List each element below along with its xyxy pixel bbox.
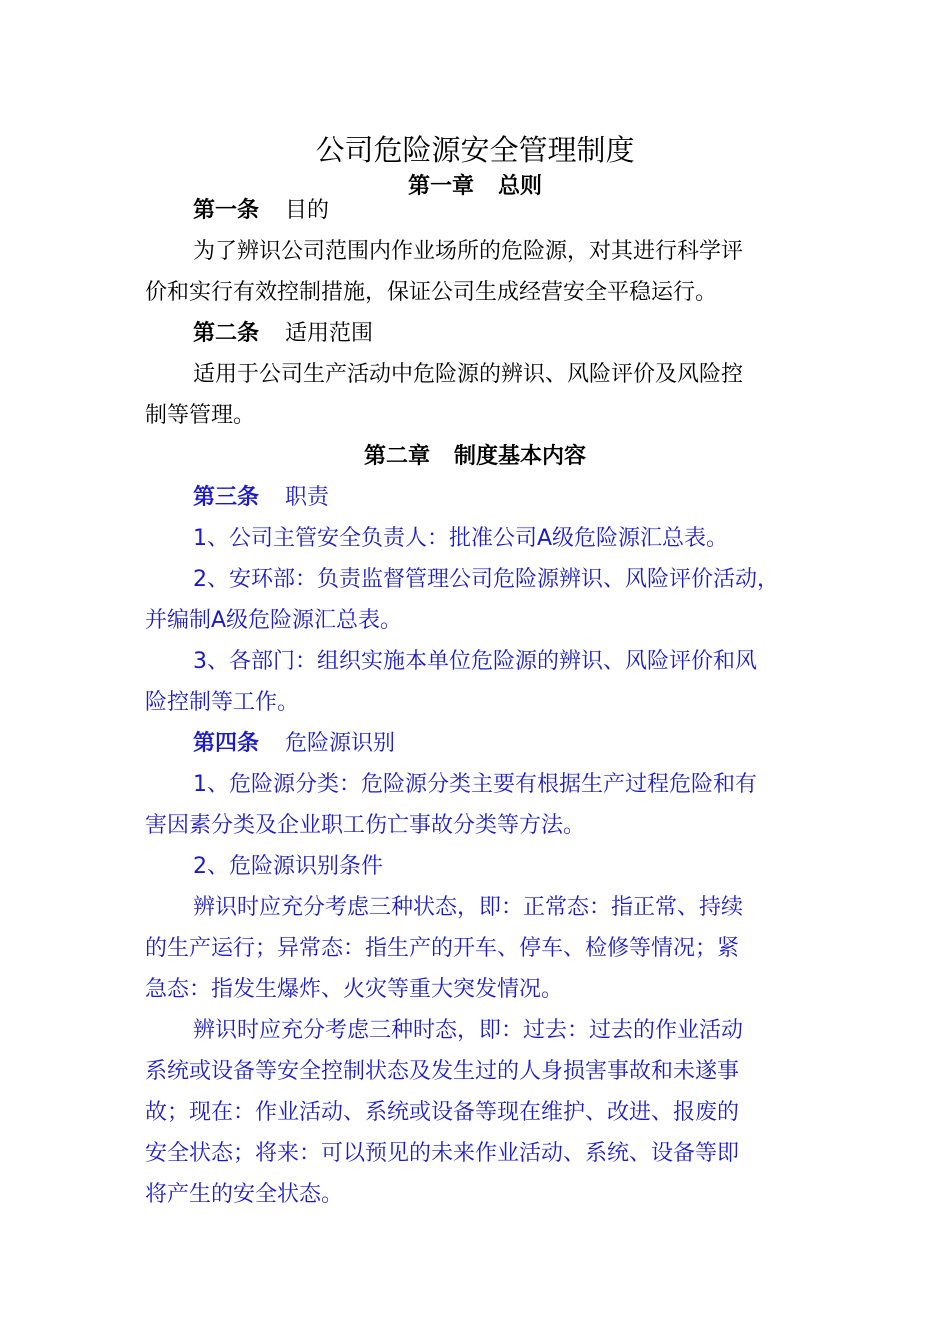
article-4-line: 2、危险源识别条件 — [193, 854, 383, 879]
article-4-line: 系统或设备等安全控制状态及发生过的人身损害事故和未遂事 — [145, 1059, 740, 1084]
article-3-heading — [193, 483, 329, 513]
article-3-name: 职责 — [285, 485, 330, 510]
article-2-name: 适用范围 — [285, 321, 374, 346]
article-4-line: 安全状态；将来：可以预见的未来作业活动、系统、设备等即 — [145, 1141, 740, 1166]
article-4-line: 害因素分类及企业职工伤亡事故分类等方法。 — [145, 813, 586, 838]
article-3-line: 2、安环部：负责监督管理公司危险源辨识、风险评价活动， — [193, 567, 779, 592]
article-1-line: 为了辨识公司范围内作业场所的危险源，对其进行科学评 — [193, 239, 744, 264]
article-4-line: 辨识时应充分考虑三种时态，即：过去：过去的作业活动 — [193, 1018, 744, 1043]
article-3-line: 1、公司主管安全负责人：批准公司A级危险源汇总表。 — [193, 526, 729, 551]
article-1-heading — [193, 196, 329, 226]
article-4-line: 的生产运行；异常态：指生产的开车、停车、检修等情况；紧 — [145, 936, 740, 961]
article-4-name: 危险源识别 — [285, 731, 396, 756]
chapter-1-heading — [0, 172, 950, 202]
chapter-2-heading — [0, 442, 950, 472]
article-4-line: 将产生的安全状态。 — [145, 1182, 344, 1207]
chapter-1-number: 第一章 — [407, 174, 474, 199]
article-3-line: 3、各部门：组织实施本单位危险源的辨识、风险评价和风 — [193, 649, 757, 674]
article-1-name: 目的 — [285, 198, 330, 223]
article-1-label: 第一条 — [193, 198, 260, 223]
article-2-heading — [193, 319, 373, 349]
document-title: 公司危险源安全管理制度 — [315, 133, 635, 167]
article-3-line: 险控制等工作。 — [145, 690, 300, 715]
chapter-2-name: 制度基本内容 — [454, 444, 587, 469]
article-2-line: 适用于公司生产活动中危险源的辨识、风险评价及风险控 — [193, 362, 744, 387]
article-4-line: 急态：指发生爆炸、火灾等重大突发情况。 — [145, 977, 564, 1002]
article-4-line: 1、危险源分类：危险源分类主要有根据生产过程危险和有 — [193, 772, 757, 797]
article-4-heading — [193, 729, 395, 759]
article-1-line: 价和实行有效控制措施，保证公司生成经营安全平稳运行。 — [145, 280, 718, 305]
article-2-label: 第二条 — [193, 321, 260, 346]
article-4-line: 辨识时应充分考虑三种状态，即：正常态：指正常、持续 — [193, 895, 744, 920]
article-3-label: 第三条 — [193, 485, 260, 510]
article-4-line: 故；现在：作业活动、系统或设备等现在维护、改进、报废的 — [145, 1100, 740, 1125]
chapter-2-number: 第二章 — [363, 444, 430, 469]
article-2-line: 制等管理。 — [145, 403, 256, 428]
chapter-1-name: 总则 — [498, 174, 543, 199]
article-4-label: 第四条 — [193, 731, 260, 756]
article-3-line: 并编制A级危险源汇总表。 — [145, 608, 403, 633]
